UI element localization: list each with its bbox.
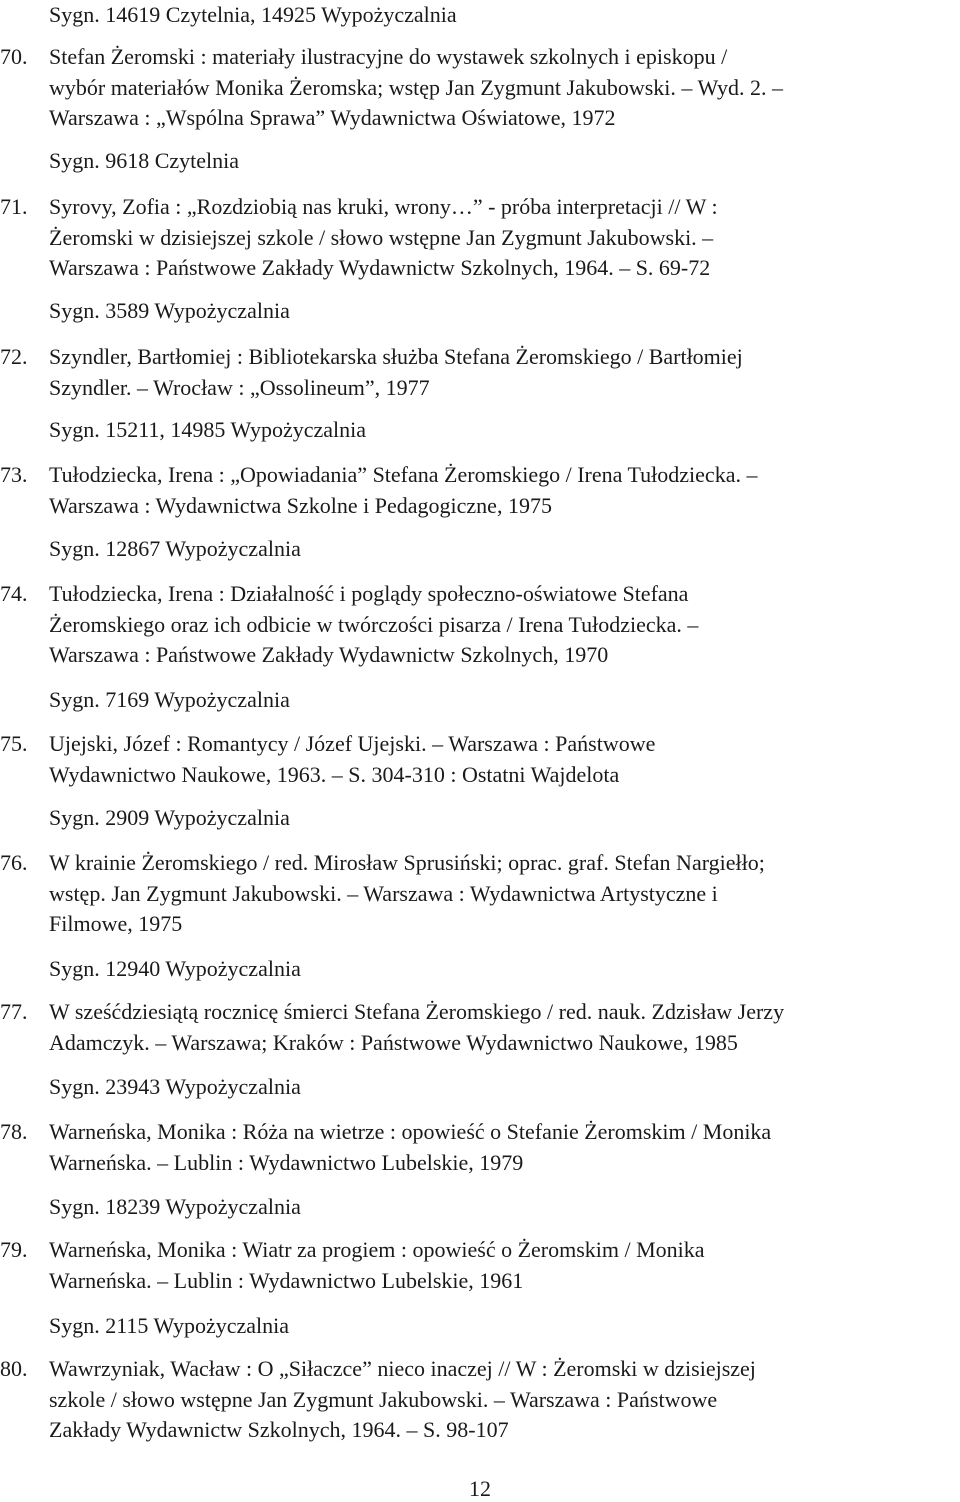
call-number: Sygn. 12940 Wypożyczalnia [49, 956, 301, 981]
citation-line: Warszawa : „Wspólna Sprawa” Wydawnictwa Oświatowe, 1972 [49, 105, 616, 130]
citation-line: Ujejski, Józef : Romantycy / Józef Ujejski. – Warszawa : Państwowe [49, 731, 656, 756]
entry-citation [49, 42, 959, 134]
call-number-top: Sygn. 14619 Czytelnia, 14925 Wypożyczalnia [49, 2, 457, 27]
citation-line: W sześćdziesiątą rocznicę śmierci Stefana Żeromskiego / red. nauk. Zdzisław Jerzy [49, 999, 785, 1024]
call-number: Sygn. 3589 Wypożyczalnia [49, 298, 290, 323]
citation-line: szkole / słowo wstępne Jan Zygmunt Jakubowski. – Warszawa : Państwowe [49, 1386, 718, 1412]
entry-number: 77. [0, 999, 28, 1024]
citation-line: Warszawa : Państwowe Zakłady Wydawnictw Szkolnych, 1970 [49, 642, 609, 667]
entry-number: 70. [0, 44, 28, 69]
citation-line: Warneńska, Monika : Wiatr za progiem : opowieść o Żeromskim / Monika [49, 1237, 705, 1262]
entry-citation [49, 729, 959, 790]
entry-number: 79. [0, 1237, 28, 1262]
entry-number: 80. [0, 1356, 28, 1381]
entry-citation [49, 1117, 959, 1178]
entry-citation [49, 997, 959, 1058]
citation-line: Warneńska. – Lublin : Wydawnictwo Lubelskie, 1961 [49, 1267, 524, 1293]
call-number: Sygn. 18239 Wypożyczalnia [49, 1194, 301, 1219]
entry-number: 71. [0, 194, 28, 219]
page-number: 12 [469, 1476, 491, 1501]
citation-line: Tułodziecka, Irena : „Opowiadania” Stefana Żeromskiego / Irena Tułodziecka. – [49, 462, 758, 487]
citation-line: Żeromski w dzisiejszej szkole / słowo wstępne Jan Zygmunt Jakubowski. – [49, 224, 714, 250]
citation-line: Warszawa : Państwowe Zakłady Wydawnictw Szkolnych, 1964. – S. 69-72 [49, 255, 711, 280]
call-number: Sygn. 7169 Wypożyczalnia [49, 687, 290, 712]
call-number: Sygn. 15211, 14985 Wypożyczalnia [49, 417, 367, 442]
call-number: Sygn. 2115 Wypożyczalnia [49, 1313, 290, 1338]
entry-number: 73. [0, 462, 28, 487]
entry-number: 72. [0, 344, 28, 369]
citation-line: Zakłady Wydawnictw Szkolnych, 1964. – S. 98-107 [49, 1417, 509, 1442]
entry-number: 76. [0, 850, 28, 875]
call-number: Sygn. 12867 Wypożyczalnia [49, 536, 301, 561]
citation-line: wybór materiałów Monika Żeromska; wstęp Jan Zygmunt Jakubowski. – Wyd. 2. – [49, 74, 783, 100]
entry-citation [49, 1354, 959, 1446]
entry-number: 74. [0, 581, 28, 606]
entry-number: 75. [0, 731, 28, 756]
citation-line: Warneńska, Monika : Róża na wietrze : opowieść o Stefanie Żeromskim / Monika [49, 1119, 772, 1144]
entry-citation [49, 848, 959, 940]
citation-line: Szyndler. – Wrocław : „Ossolineum”, 1977 [49, 374, 430, 400]
citation-line: Tułodziecka, Irena : Działalność i poglądy społeczno-oświatowe Stefana [49, 581, 689, 606]
citation-line: W krainie Żeromskiego / red. Mirosław Sprusiński; oprac. graf. Stefan Nargiełło; [49, 850, 765, 875]
citation-line: Syrovy, Zofia : „Rozdziobią nas kruki, wrony…” - próba interpretacji // W : [49, 194, 718, 219]
citation-line: Stefan Żeromski : materiały ilustracyjne do wystawek szkolnych i episkopu / [49, 44, 728, 69]
entry-citation [49, 579, 959, 671]
call-number: Sygn. 2909 Wypożyczalnia [49, 805, 290, 830]
entry-citation [49, 192, 959, 284]
citation-line: Warneńska. – Lublin : Wydawnictwo Lubelskie, 1979 [49, 1149, 524, 1175]
citation-line: Warszawa : Wydawnictwa Szkolne i Pedagogiczne, 1975 [49, 492, 552, 518]
citation-line: Filmowe, 1975 [49, 911, 183, 936]
call-number: Sygn. 9618 Czytelnia [49, 148, 240, 173]
citation-line: Żeromskiego oraz ich odbicie w twórczości pisarza / Irena Tułodziecka. – [49, 611, 699, 637]
entry-citation [49, 1235, 959, 1296]
citation-line: Wydawnictwo Naukowe, 1963. – S. 304-310 : Ostatni Wajdelota [49, 761, 620, 787]
entry-citation [49, 460, 959, 521]
citation-line: wstęp. Jan Zygmunt Jakubowski. – Warszawa : Wydawnictwa Artystyczne i [49, 880, 718, 906]
citation-line: Adamczyk. – Warszawa; Kraków : Państwowe Wydawnictwo Naukowe, 1985 [49, 1029, 738, 1055]
citation-line: Szyndler, Bartłomiej : Bibliotekarska służba Stefana Żeromskiego / Bartłomiej [49, 344, 743, 369]
entry-citation [49, 342, 959, 403]
citation-line: Wawrzyniak, Wacław : O „Siłaczce” nieco inaczej // W : Żeromski w dzisiejszej [49, 1356, 756, 1381]
call-number: Sygn. 23943 Wypożyczalnia [49, 1074, 301, 1099]
entry-number: 78. [0, 1119, 28, 1144]
